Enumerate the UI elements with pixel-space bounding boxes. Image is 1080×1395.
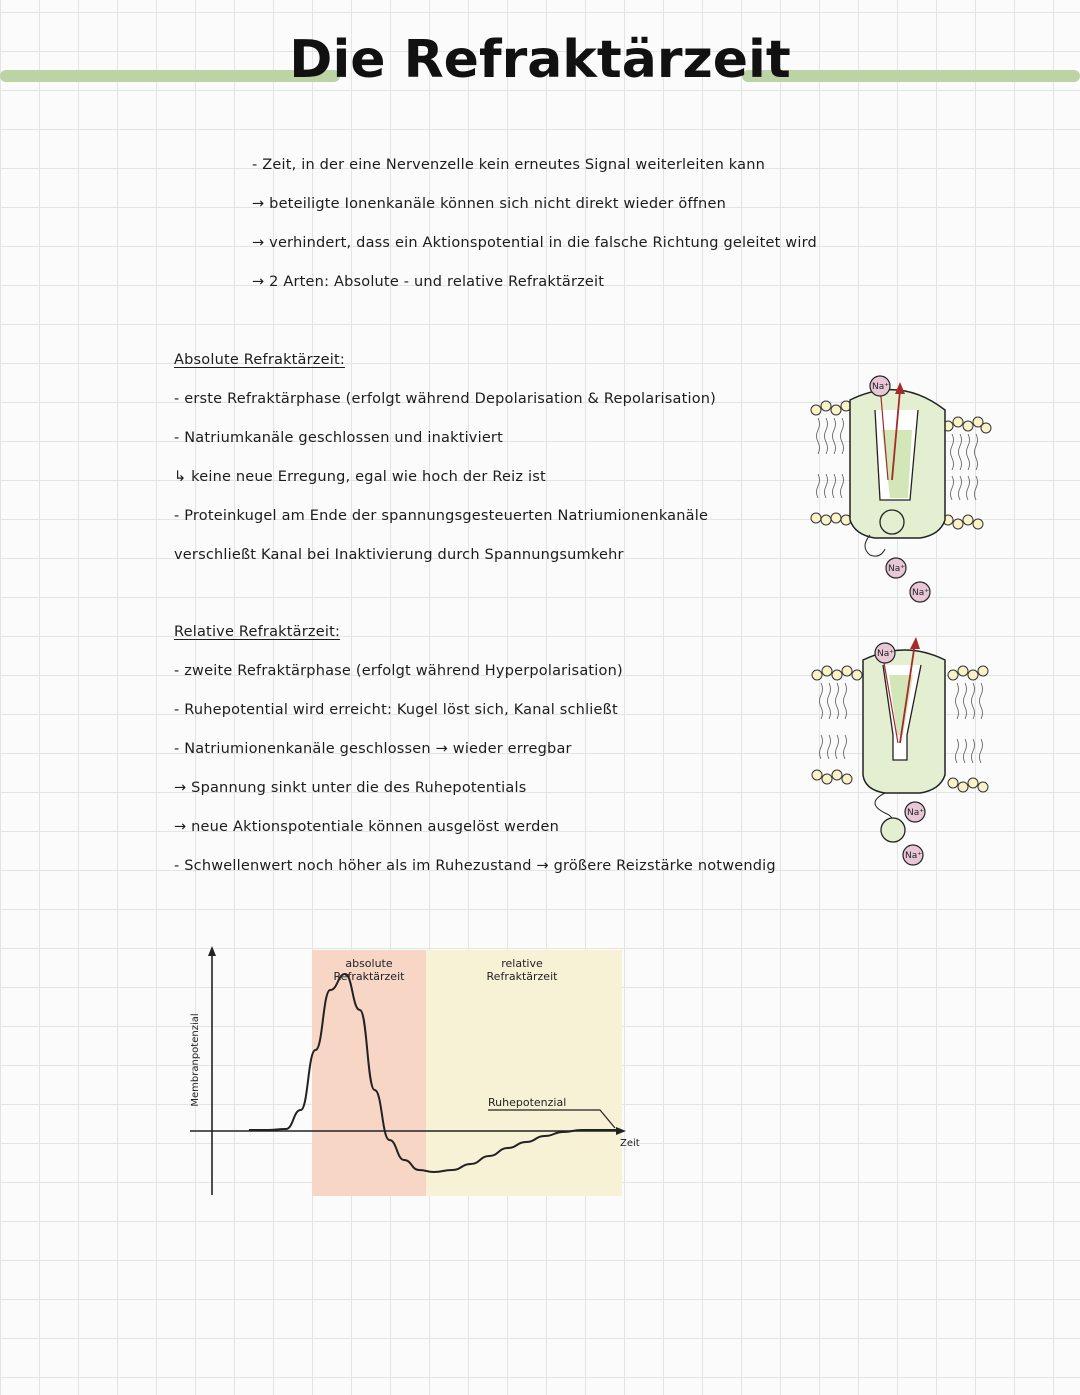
absolute-heading: Absolute Refraktärzeit: [174, 352, 345, 368]
absolute-line: ↳ keine neue Erregung, egal wie hoch der Reiz ist [174, 469, 546, 485]
svg-text:Na⁺: Na⁺ [907, 808, 924, 818]
x-axis-label: Zeit [620, 1138, 640, 1149]
absolute-line: - erste Refraktärphase (erfolgt während Depolarisation & Repolarisation) [174, 391, 717, 407]
inactivation-ball [880, 510, 904, 534]
svg-text:Na⁺: Na⁺ [877, 649, 894, 659]
sodium-channel-closed-illustration [805, 635, 1005, 875]
relative-refractory-region [426, 950, 622, 1196]
resting-potential-label: Ruhepotenzial [488, 1096, 567, 1109]
sodium-channel-inactivated-illustration [800, 370, 1000, 610]
intro-line: → 2 Arten: Absolute - und relative Refraktärzeit [252, 274, 605, 290]
svg-text:Na⁺: Na⁺ [905, 851, 922, 861]
sodium-ion [886, 558, 906, 578]
relative-line: → neue Aktionspotentiale können ausgelöst werden [174, 819, 560, 835]
relative-heading: Relative Refraktärzeit: [174, 624, 341, 640]
relative-region-label: Refraktärzeit [486, 970, 558, 983]
intro-line: - Zeit, in der eine Nervenzelle kein erneutes Signal weiterleiten kann [252, 157, 766, 173]
absolute-line: - Natriumkanäle geschlossen und inaktiviert [174, 430, 503, 446]
relative-region-label: relative [501, 957, 543, 970]
svg-text:Na⁺: Na⁺ [888, 564, 905, 574]
relative-line: - Ruhepotential wird erreicht: Kugel löst sich, Kanal schließt [174, 702, 618, 718]
svg-text:Na⁺: Na⁺ [912, 588, 929, 598]
sodium-ion [903, 845, 923, 865]
sodium-ion [875, 643, 895, 663]
intro-line: → verhindert, dass ein Aktionspotential in die falsche Richtung geleitet wird [252, 235, 817, 251]
svg-text:Na⁺: Na⁺ [872, 382, 889, 392]
sodium-ion [870, 376, 890, 396]
relative-line: - Schwellenwert noch höher als im Ruhezustand → größere Reizstärke notwendig [174, 858, 776, 874]
page-title: Die Refraktärzeit [289, 30, 791, 90]
absolute-line: - Proteinkugel am Ende der spannungsgesteuerten Natriumionenkanäle [174, 508, 709, 524]
sodium-ion [910, 582, 930, 602]
relative-line: - zweite Refraktärphase (erfolgt während Hyperpolarisation) [174, 663, 623, 679]
relative-line: - Natriumionenkanäle geschlossen → wieder erregbar [174, 741, 572, 757]
action-potential-chart [150, 930, 670, 1210]
absolute-region-label: Refraktärzeit [333, 970, 405, 983]
absolute-region-label: absolute [345, 957, 393, 970]
inactivation-ball [881, 818, 905, 842]
absolute-line: verschließt Kanal bei Inaktivierung durch Spannungsumkehr [174, 547, 624, 563]
sodium-ion [905, 802, 925, 822]
relative-line: → Spannung sinkt unter die des Ruhepotentials [174, 780, 527, 796]
intro-line: → beteiligte Ionenkanäle können sich nicht direkt wieder öffnen [252, 196, 726, 212]
y-axis-arrow [208, 946, 216, 956]
y-axis-label: Membranpotenzial [190, 1013, 201, 1107]
